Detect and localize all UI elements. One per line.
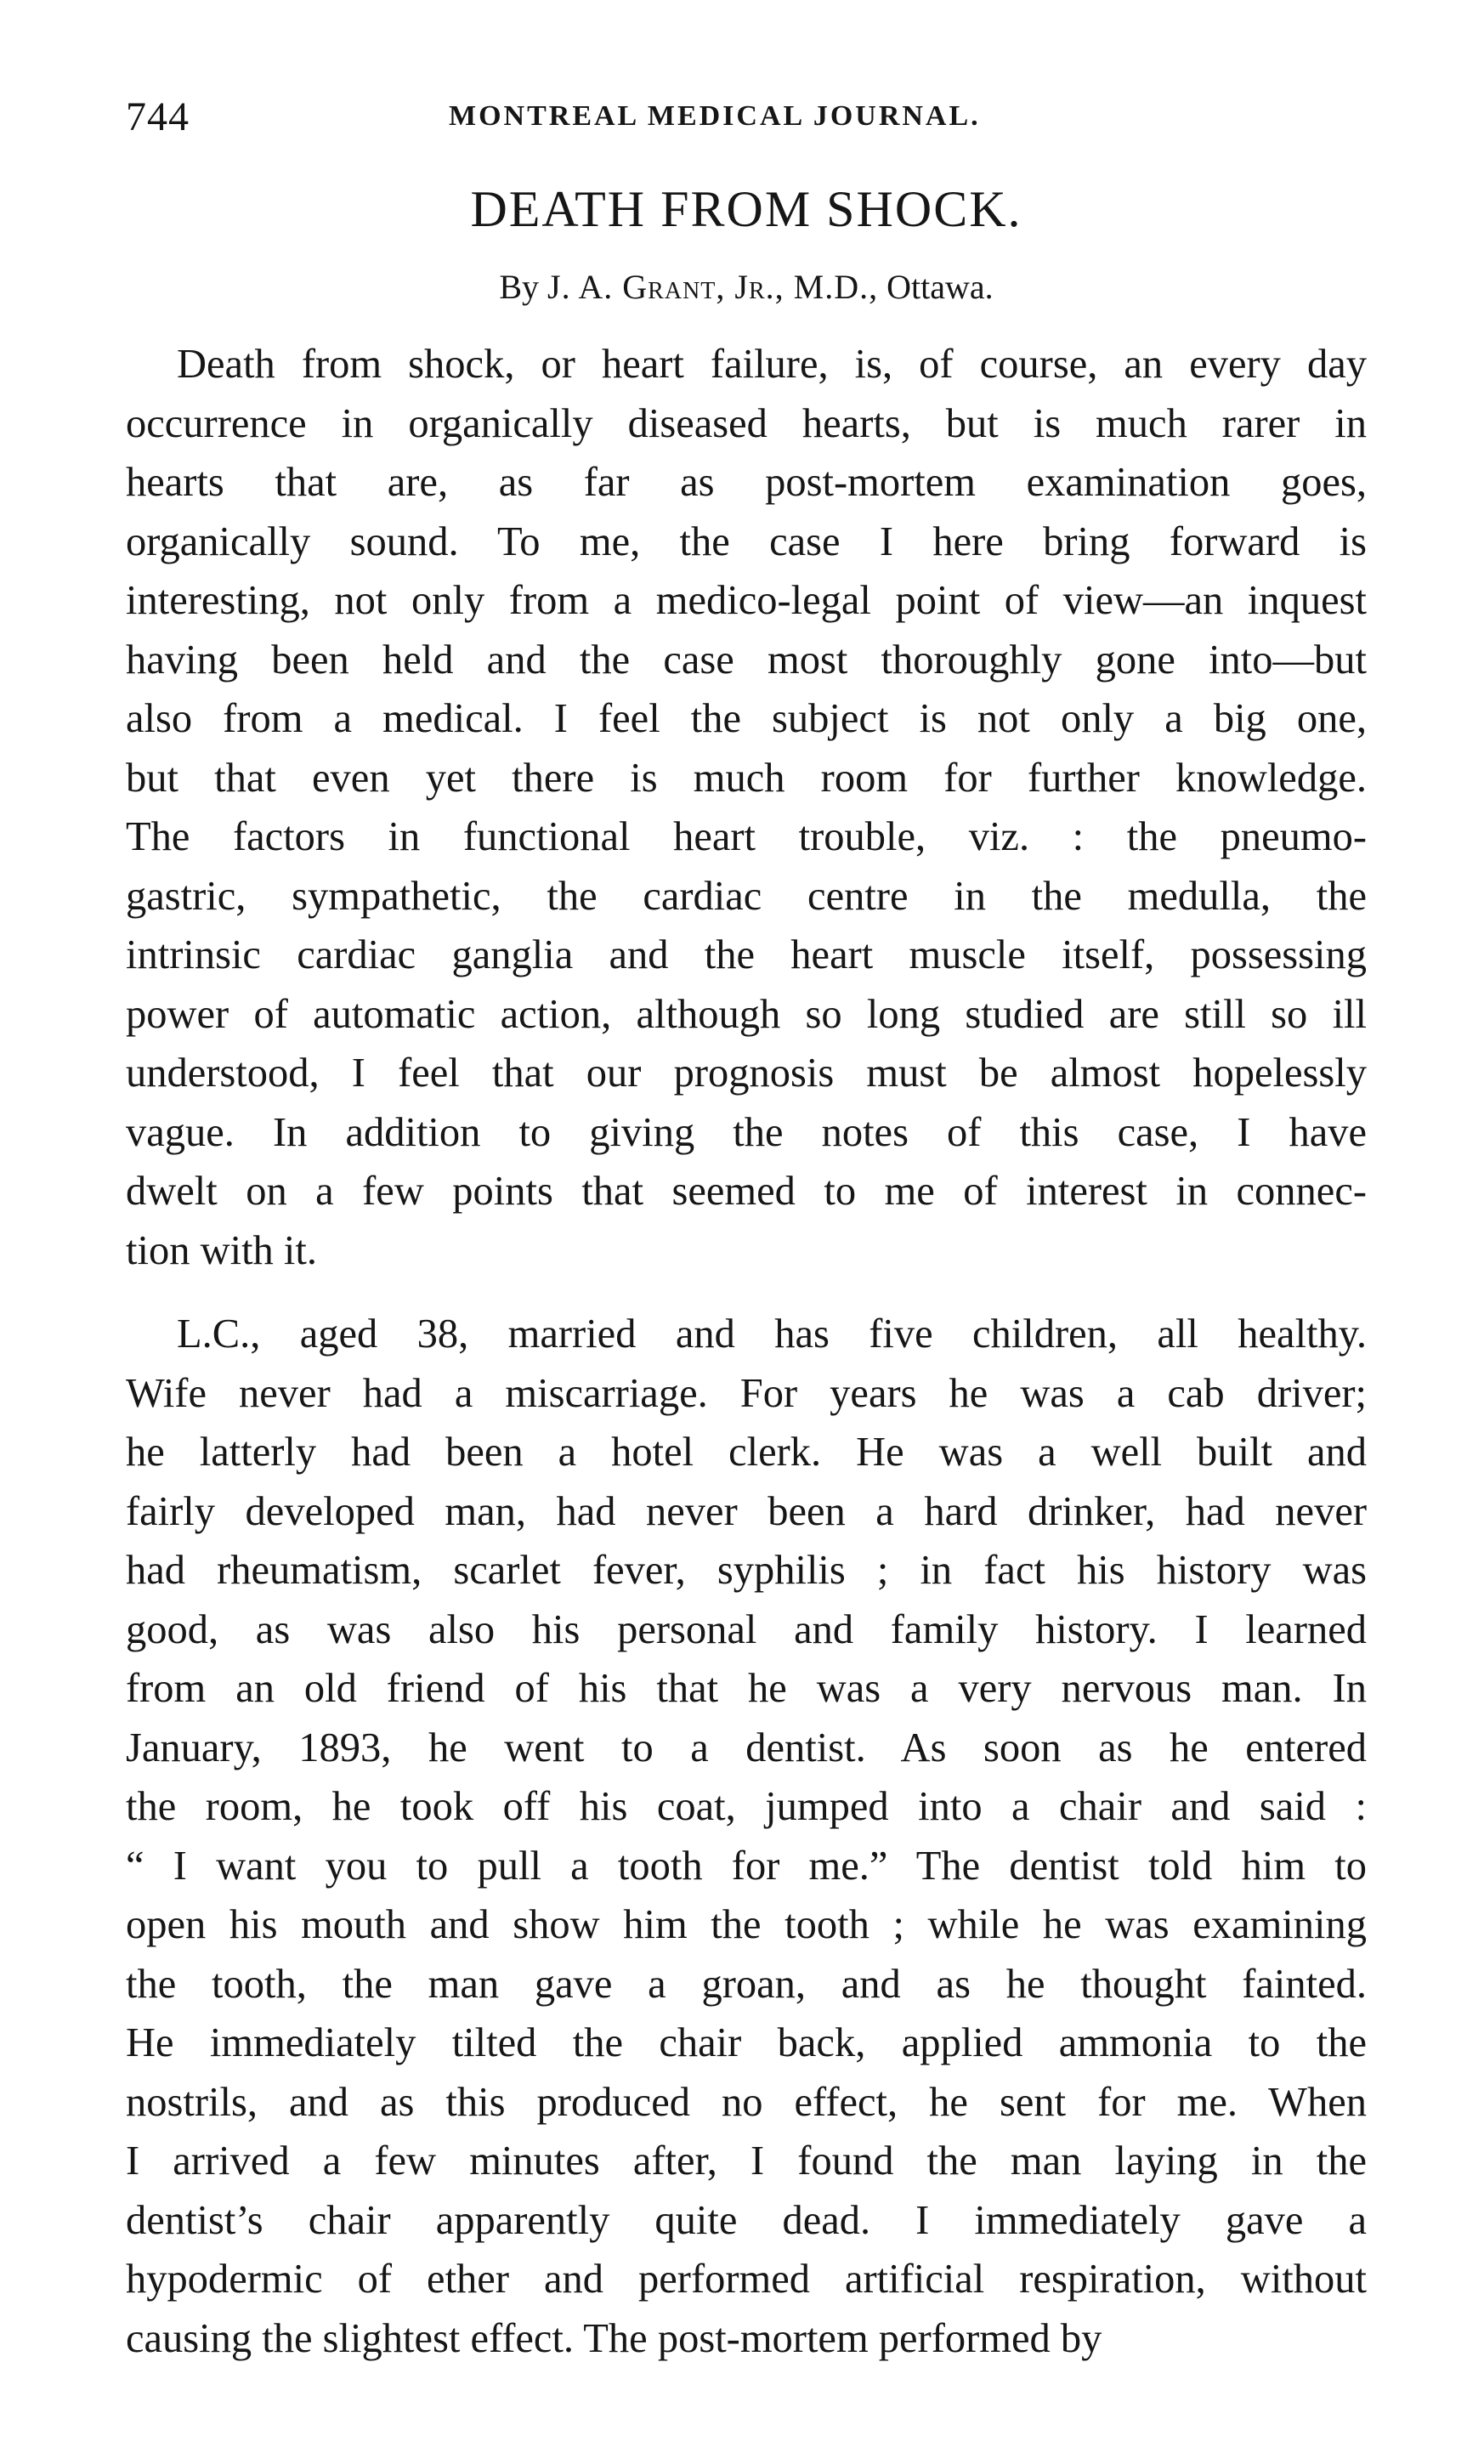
text-line: the tooth, the man gave a groan, and as he thought fainted.	[126, 1961, 1367, 2007]
journal-page	[126, 93, 1367, 2368]
text-line: open his mouth and show him the tooth ; while he was examining	[126, 1902, 1367, 1947]
journal-title: MONTREAL MEDICAL JOURNAL.	[449, 100, 981, 132]
page-number: 744	[126, 94, 190, 139]
paragraph-case	[126, 1305, 1367, 2368]
text-line: from an old friend of his that he was a very nervous man. In	[126, 1666, 1367, 1711]
text-line: The factors in functional heart trouble, viz. : the pneumo-	[126, 814, 1367, 859]
text-line: fairly developed man, had never been a hard drinker, had never	[126, 1488, 1367, 1534]
text-line: dentist’s chair apparently quite dead. I immediately gave a	[126, 2197, 1367, 2243]
text-line: he latterly had been a hotel clerk. He was a well built and	[126, 1430, 1367, 1475]
text-line: hearts that are, as far as post-mortem examination goes,	[126, 460, 1367, 505]
text-line: interesting, not only from a medico-legal point of view—an inquest	[126, 578, 1367, 623]
text-line: hypodermic of ether and performed artificial respiration, without	[126, 2257, 1367, 2302]
text-line: gastric, sympathetic, the cardiac centre in the medulla, the	[126, 873, 1367, 919]
byline-author: J. A. Grant, Jr., M.D.,	[547, 268, 879, 306]
byline-prefix: By	[499, 268, 540, 306]
text-line: vague. In addition to giving the notes of this case, I have	[126, 1109, 1367, 1155]
text-line: dwelt on a few points that seemed to me of interest in connec-	[126, 1169, 1367, 1214]
text-line: power of automatic action, although so long studied are still so ill	[126, 991, 1367, 1037]
text-line: Wife never had a miscarriage. For years he was a cab driver;	[126, 1370, 1367, 1416]
text-line: also from a medical. I feel the subject is not only a big one,	[126, 696, 1367, 741]
text-line: He immediately tilted the chair back, applied ammonia to the	[126, 2020, 1367, 2065]
article-title: DEATH FROM SHOCK.	[470, 181, 1022, 237]
byline-place: Ottawa.	[886, 268, 994, 306]
text-line: understood, I feel that our prognosis must be almost hopelessly	[126, 1051, 1367, 1096]
text-line: but that even yet there is much room for further knowledge.	[126, 755, 1367, 801]
text-line: I arrived a few minutes after, I found the man laying in the	[126, 2138, 1367, 2184]
text-line: nostrils, and as this produced no effect, he sent for me. When	[126, 2079, 1367, 2125]
text-line: the room, he took off his coat, jumped into a chair and said :	[126, 1784, 1367, 1829]
text-line: occurrence in organically diseased hearts, but is much rarer in	[126, 400, 1367, 446]
text-line: Death from shock, or heart failure, is, of course, an every day	[177, 342, 1367, 387]
text-line: having been held and the case most thoroughly gone into—but	[126, 637, 1367, 683]
text-line: organically sound. To me, the case I here bring forward is	[126, 518, 1367, 564]
text-line: tion with it.	[126, 1227, 317, 1273]
running-head	[126, 93, 1367, 144]
text-line: L.C., aged 38, married and has five children, all healthy.	[177, 1311, 1367, 1357]
text-line: “ I want you to pull a tooth for me.” The dentist told him to	[126, 1843, 1367, 1889]
paragraph-intro	[126, 335, 1367, 1280]
text-line: intrinsic cardiac ganglia and the heart muscle itself, possessing	[126, 932, 1367, 977]
text-line: good, as was also his personal and family history. I learned	[126, 1606, 1367, 1652]
text-line: January, 1893, he went to a dentist. As soon as he entered	[126, 1725, 1367, 1770]
text-line: causing the slightest effect. The post-mortem performed by	[126, 2315, 1102, 2361]
byline	[126, 270, 1367, 304]
text-line: had rheumatism, scarlet fever, syphilis ; in fact his history was	[126, 1548, 1367, 1593]
